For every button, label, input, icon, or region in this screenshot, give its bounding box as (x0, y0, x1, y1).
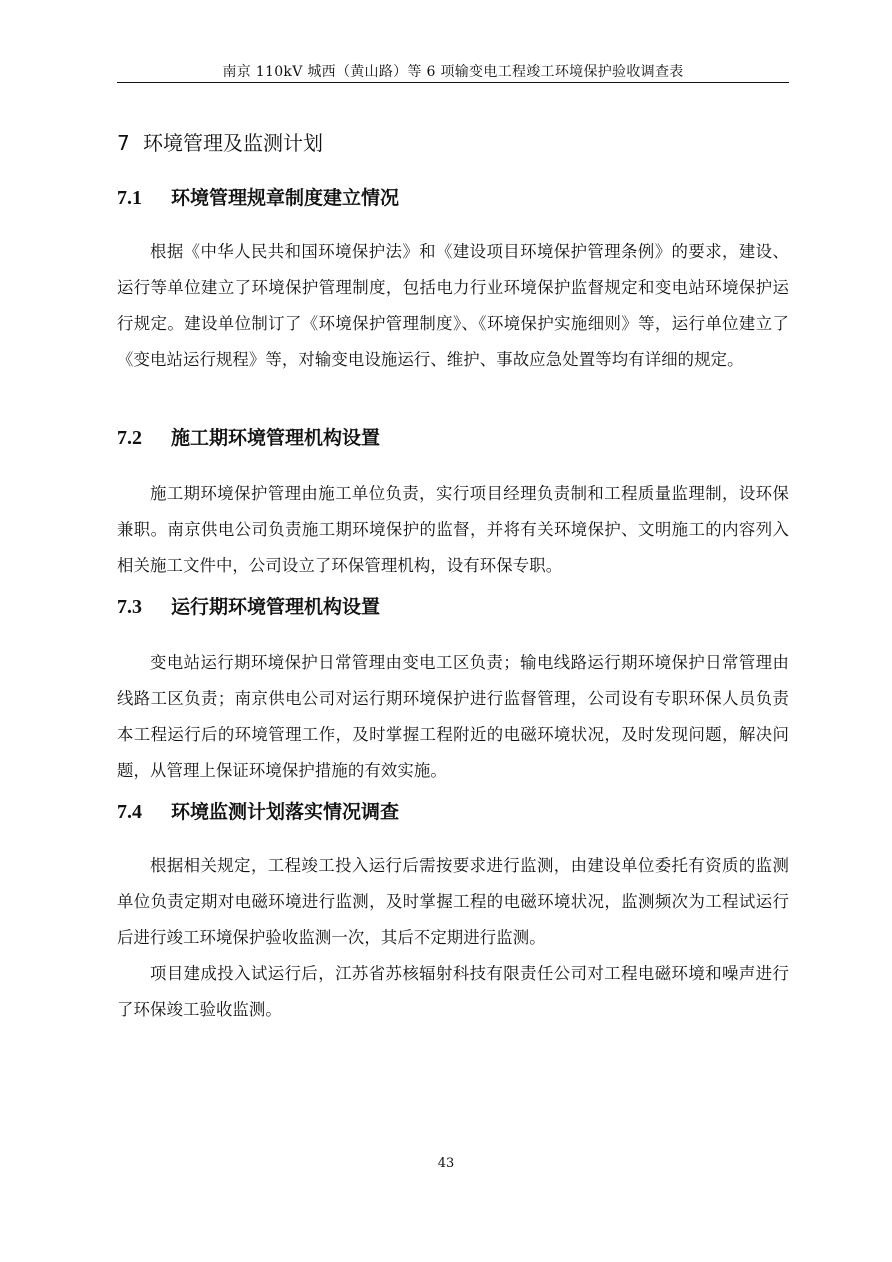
chapter-title (117, 128, 323, 158)
section-heading-7-2 (117, 424, 380, 452)
section-heading-7-1 (117, 184, 399, 212)
section-7-1-paragraph: 根据《中华人民共和国环境保护法》和《建设项目环境保护管理条例》的要求，建设、运行等单位建立了环境保护管理制度，包括电力行业环境保护监督规定和变电站环境保护运行规定。建设单位制订了《环境保护管理制度》、《环境保护实施细则》等，运行单位建立了《变电站运行规程》等，对输变电设施运行、维护、事故应急处置等均有详细的规定。 (117, 242, 789, 369)
section-7-4-paragraph-2: 项目建成投入试运行后，江苏省苏核辐射科技有限责任公司对工程电磁环境和噪声进行了环保竣工验收监测。 (117, 964, 789, 1019)
section-title-text: 环境监测计划落实情况调查 (171, 801, 400, 823)
header-rule (117, 82, 789, 83)
section-7-4-paragraph-1: 根据相关规定，工程竣工投入运行后需按要求进行监测，由建设单位委托有资质的监测单位负责定期对电磁环境进行监测，及时掌握工程的电磁环境状况，监测频次为工程试运行后进行竣工环境保护验收监测一次，其后不定期进行监测。 (117, 856, 789, 947)
chapter-title-text: 环境管理及监测计划 (143, 131, 323, 155)
section-7-2-paragraph: 施工期环境保护管理由施工单位负责，实行项目经理负责制和工程质量监理制，设环保兼职。南京供电公司负责施工期环境保护的监督，并将有关环境保护、文明施工的内容列入相关施工文件中，公司设立了环保管理机构，设有环保专职。 (117, 484, 789, 575)
section-number: 7.3 (117, 596, 142, 618)
section-heading-7-4 (117, 798, 399, 826)
running-header: 南京 110kV 城西（黄山路）等 6 项输变电工程竣工环境保护验收调查表 (222, 64, 684, 80)
section-number: 7.4 (117, 801, 142, 823)
section-7-3-paragraph: 变电站运行期环境保护日常管理由变电工区负责；输电线路运行期环境保护日常管理由线路工区负责；南京供电公司对运行期环境保护进行监督管理，公司设有专职环保人员负责本工程运行后的环境管理工作，及时掌握工程附近的电磁环境状况，及时发现问题，解决问题，从管理上保证环境保护措施的有效实施。 (117, 653, 789, 780)
section-title-text: 施工期环境管理机构设置 (171, 427, 381, 449)
section-title-text: 运行期环境管理机构设置 (171, 596, 381, 618)
chapter-number: 7 (117, 131, 130, 155)
section-title-text: 环境管理规章制度建立情况 (171, 187, 400, 209)
section-number: 7.1 (117, 187, 142, 209)
page-number: 43 (437, 1156, 455, 1171)
section-heading-7-3 (117, 593, 380, 621)
section-number: 7.2 (117, 427, 142, 449)
